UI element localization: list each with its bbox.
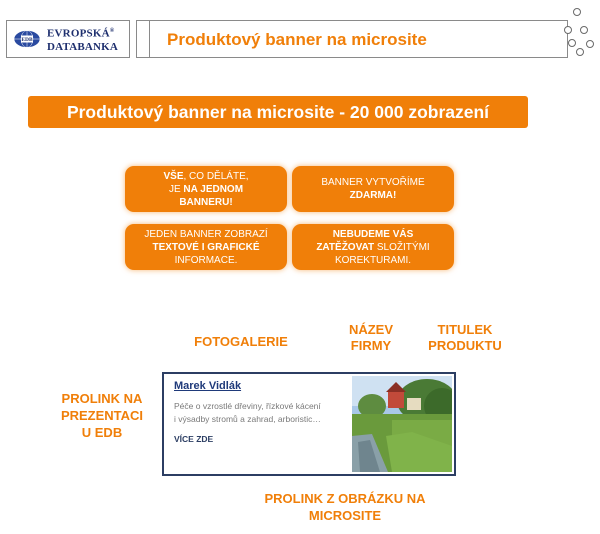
feature-line: BANNERU!	[179, 196, 233, 208]
label-line: PREZENTACI	[60, 408, 144, 423]
feature-box-all-in-one	[125, 166, 287, 212]
feature-box-no-proofs	[292, 224, 454, 270]
photo-gallery-image[interactable]	[352, 376, 452, 472]
label-nazev-firmy	[336, 322, 406, 354]
feature-line: ZDARMA!	[349, 190, 397, 201]
label-line: TITULEK	[437, 322, 493, 337]
feature-line: TEXTOVÉ I GRAFICKÉ	[152, 241, 260, 253]
logo-mark-text: EDB	[21, 37, 33, 44]
feature-line: ZATĚŽOVAT SLOŽITÝMI	[316, 241, 430, 253]
label-titulek-produktu	[420, 322, 510, 354]
page-title: Produktový banner na microsite	[167, 30, 427, 49]
title-bar-tab	[137, 21, 150, 57]
logo-line1: EVROPSKÁ	[47, 27, 110, 40]
label-prolink-edb	[52, 390, 152, 441]
logo[interactable]	[6, 20, 130, 58]
label-prolink-obrazek	[240, 490, 450, 524]
globe-icon	[13, 29, 41, 49]
label-line: NÁZEV	[348, 322, 394, 337]
label-line: PROLINK NA	[61, 391, 143, 406]
feature-box-text-graphics	[125, 224, 287, 270]
label-line: MICROSITE	[308, 508, 382, 523]
more-link[interactable]: VÍCE ZDE	[174, 434, 214, 444]
label-line: PRODUKTU	[428, 338, 502, 353]
label-fotogalerie: FOTOGALERIE	[194, 334, 288, 349]
microsite-banner-card[interactable]	[162, 372, 456, 476]
feature-line: BANNER VYTVOŘÍME	[321, 177, 425, 188]
header-title-bar	[136, 20, 568, 58]
feature-line: VŠE, CO DĚLÁTE,	[163, 170, 249, 182]
label-line: PROLINK Z OBRÁZKU NA	[264, 491, 426, 506]
feature-box-free	[292, 166, 454, 212]
description-line: Péče o vzrostlé dřeviny, řízkové kácení	[174, 401, 321, 411]
feature-line: JEDEN BANNER ZOBRAZÍ	[144, 228, 268, 240]
logo-wordmark: EVROPSKÁ® DATABANKA	[47, 27, 119, 53]
feature-line: JE NA JEDNOM	[168, 183, 244, 195]
feature-line: INFORMACE.	[174, 254, 238, 266]
company-name-link[interactable]: Marek Vidlák	[174, 380, 242, 392]
decorative-circles-icon	[560, 6, 600, 58]
product-banner-title: Produktový banner na microsite - 20 000 zobrazení	[28, 96, 528, 128]
feature-line: KOREKTURAMI.	[334, 254, 412, 266]
product-description	[174, 400, 350, 426]
feature-line: NEBUDEME VÁS	[332, 228, 414, 240]
logo-line2: DATABANKA	[47, 40, 119, 53]
label-line: U EDB	[81, 425, 123, 440]
description-line: i výsadby stromů a zahrad, arboristic…	[174, 414, 321, 424]
label-line: FIRMY	[350, 338, 392, 353]
